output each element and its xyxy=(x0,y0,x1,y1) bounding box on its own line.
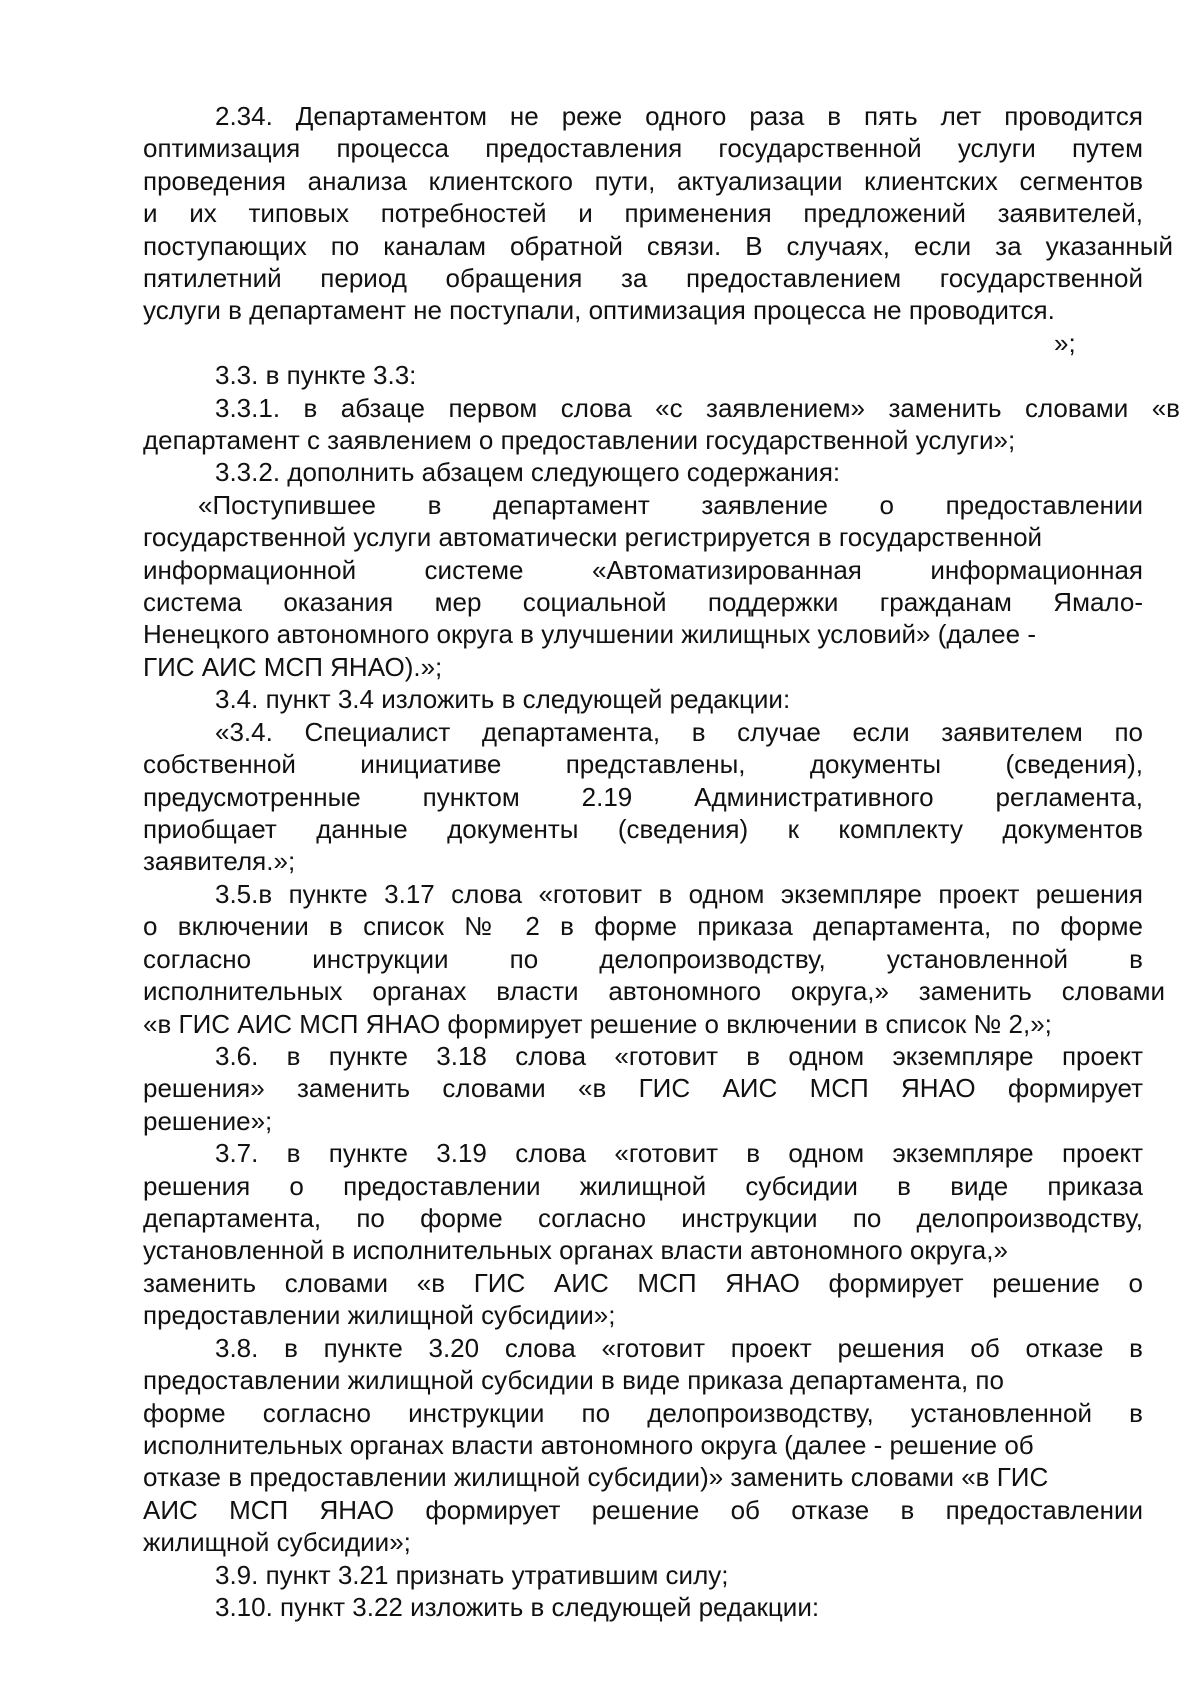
section-heading: 3.4. пункт 3.4 изложить в следующей редакции: xyxy=(215,684,791,714)
text-line: 3.6. в пункте 3.18 слова «готовит в одном экземпляре проект xyxy=(215,1041,1143,1071)
text-line: 3.9. пункт 3.21 признать утратившим силу; xyxy=(215,1560,729,1590)
text-line: система оказания мер социальной поддержки гражданам Ямало- xyxy=(143,587,1143,617)
text-line: департамента, по форме согласно инструкции по делопроизводству, xyxy=(143,1203,1143,1233)
text-line: государственной услуги автоматически регистрируется в государственной xyxy=(143,522,1043,552)
text-line: решение»; xyxy=(143,1106,273,1136)
text-line: услуги в департамент не поступали, оптимизация процесса не проводится. xyxy=(143,295,1055,325)
text-line: «в ГИС АИС МСП ЯНАО формирует решение о включении в список № 2,»; xyxy=(143,1009,1052,1039)
section-heading: 3.3. в пункте 3.3: xyxy=(215,360,417,390)
text-line: 3.5.в пункте 3.17 слова «готовит в одном экземпляре проект решения xyxy=(215,879,1143,909)
text-line: ГИС АИС МСП ЯНАО).»; xyxy=(143,652,443,682)
text-line: 3.7. в пункте 3.19 слова «готовит в одном экземпляре проект xyxy=(215,1138,1143,1168)
text-line: заявителя.»; xyxy=(143,846,296,876)
text-line: предусмотренные пунктом 2.19 Административного регламента, xyxy=(143,782,1143,812)
text-line: «3.4. Специалист департамента, в случае если заявителем по xyxy=(215,717,1143,747)
text-line: проведения анализа клиентского пути, актуализации клиентских сегментов xyxy=(143,166,1143,196)
text-line: поступающих по каналам обратной связи. В случаях, если за указанный xyxy=(143,231,1173,261)
text-line: согласно инструкции по делопроизводству, установленной в xyxy=(143,944,1143,974)
text-line: предоставлении жилищной субсидии в виде приказа департамента, по xyxy=(143,1365,1004,1395)
text-line: Ненецкого автономного округа в улучшении жилищных условий» (далее - xyxy=(143,619,1036,649)
text-line: 2.34. Департаментом не реже одного раза в пять лет проводится xyxy=(215,101,1143,131)
text-line: 3.8. в пункте 3.20 слова «готовит проект решения об отказе в xyxy=(215,1333,1143,1363)
text-line: отказе в предоставлении жилищной субсидии)» заменить словами «в ГИС xyxy=(143,1462,1049,1492)
text-line: департамент с заявлением о предоставлении государственной услуги»; xyxy=(143,425,1016,455)
text-line: 3.3.1. в абзаце первом слова «с заявлением» заменить словами «в xyxy=(215,393,1180,423)
text-line: исполнительных органах власти автономного округа,» заменить словами xyxy=(143,976,1165,1006)
text-line: жилищной субсидии»; xyxy=(143,1527,411,1557)
text-line: исполнительных органах власти автономного округа (далее - решение об xyxy=(143,1430,1034,1460)
text-line: собственной инициативе представлены, документы (сведения), xyxy=(143,749,1143,779)
text-line: и их типовых потребностей и применения предложений заявителей, xyxy=(143,198,1143,228)
text-line: форме согласно инструкции по делопроизводству, установленной в xyxy=(143,1398,1143,1428)
text-line: установленной в исполнительных органах власти автономного округа,» xyxy=(143,1235,1008,1265)
text-line: информационной системе «Автоматизированная информационная xyxy=(143,555,1143,585)
text-line: «Поступившее в департамент заявление о предоставлении xyxy=(198,490,1143,520)
text-line: приобщает данные документы (сведения) к комплекту документов xyxy=(143,814,1143,844)
text-line: АИС МСП ЯНАО формирует решение об отказе в предоставлении xyxy=(143,1495,1143,1525)
text-line: о включении в список № 2 в форме приказа департамента, по форме xyxy=(143,911,1143,941)
section-heading: 3.10. пункт 3.22 изложить в следующей редакции: xyxy=(215,1592,820,1622)
text-line: оптимизация процесса предоставления государственной услуги путем xyxy=(143,133,1143,163)
text-line: решения» заменить словами «в ГИС АИС МСП ЯНАО формирует xyxy=(143,1073,1143,1103)
text-line: предоставлении жилищной субсидии»; xyxy=(143,1300,616,1330)
text-line: решения о предоставлении жилищной субсидии в виде приказа xyxy=(143,1171,1143,1201)
text-line: 3.3.2. дополнить абзацем следующего содержания: xyxy=(215,457,841,487)
text-line: заменить словами «в ГИС АИС МСП ЯНАО формирует решение о xyxy=(143,1268,1143,1298)
text-line: пятилетний период обращения за предоставлением государственной xyxy=(143,263,1143,293)
closing-quote: »; xyxy=(1054,328,1076,358)
